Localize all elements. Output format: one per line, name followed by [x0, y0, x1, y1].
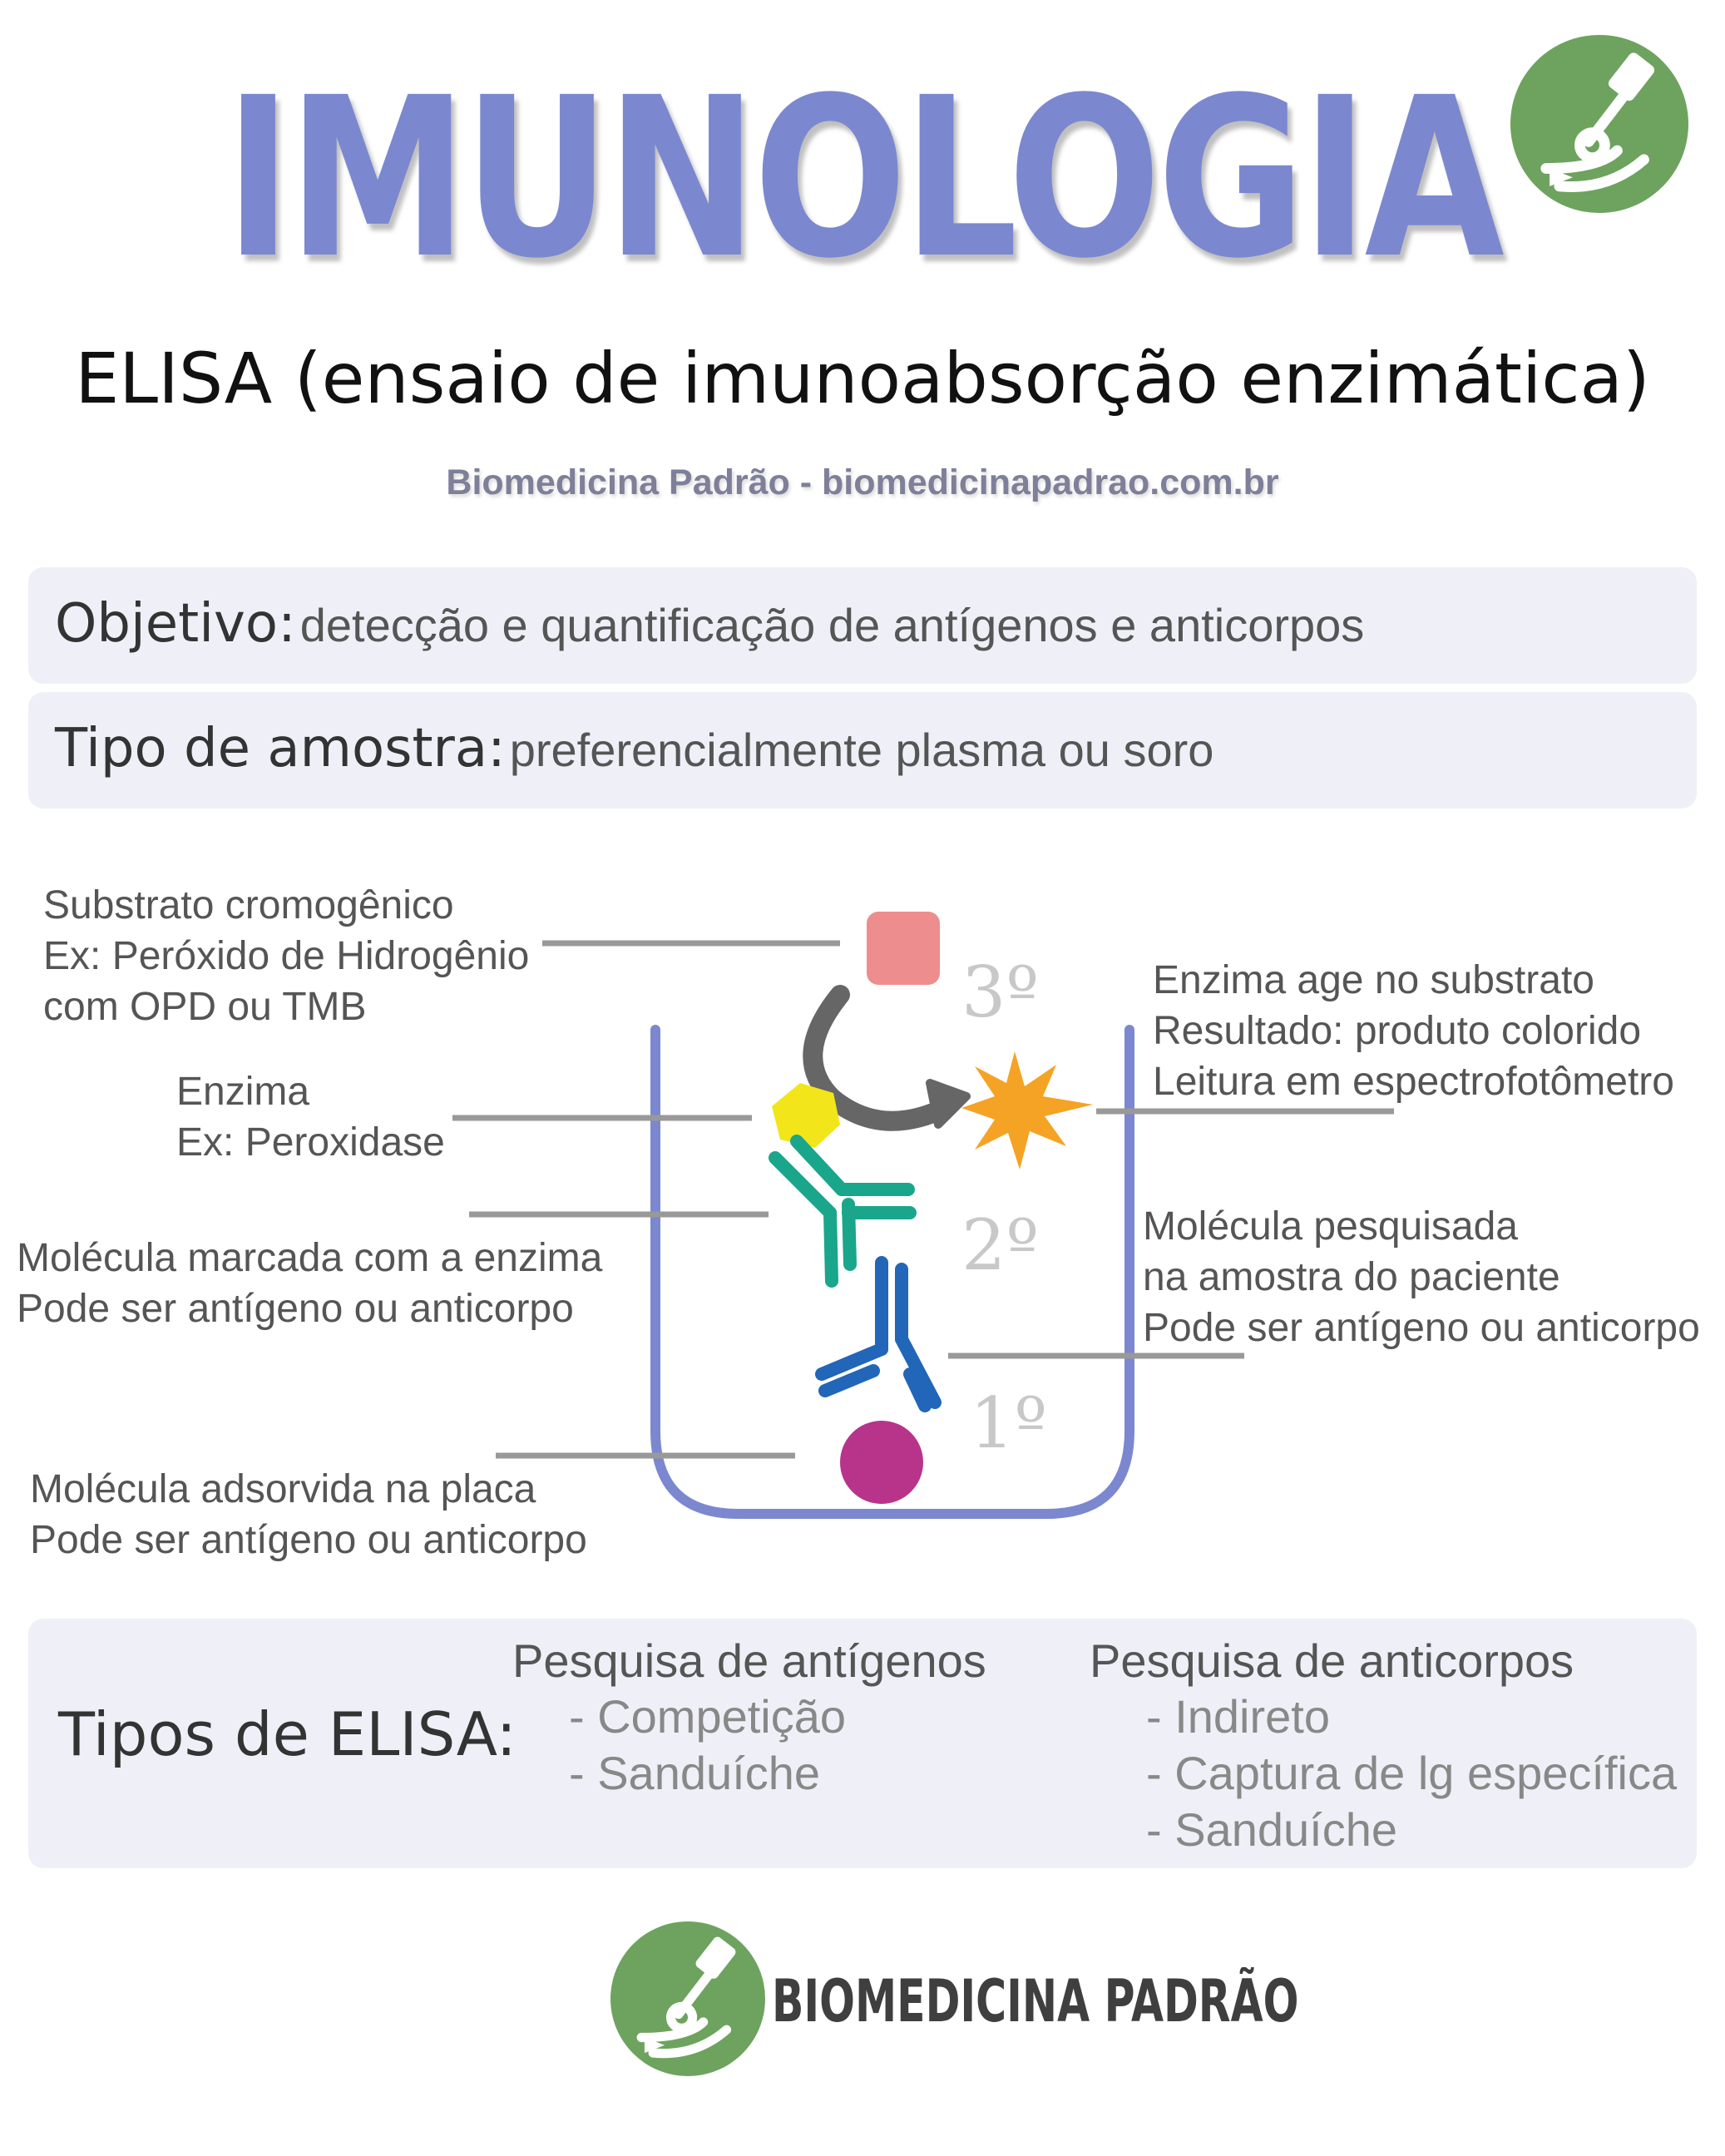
subtitle: ELISA (ensaio de imunoabsorção enzimática)	[75, 338, 1650, 419]
antigenos-column	[512, 1634, 986, 1802]
labeled-antibody	[775, 1141, 910, 1281]
adsorvida-line2: Pode ser antígeno ou anticorpo	[30, 1518, 587, 1562]
product-star	[961, 1051, 1093, 1169]
marcada-line2: Pode ser antígeno ou anticorpo	[17, 1287, 574, 1331]
marcada-line1: Molécula marcada com a enzima	[17, 1236, 603, 1280]
reacao-line2: Resultado: produto colorido	[1153, 1009, 1642, 1053]
adsorvida-line1: Molécula adsorvida na placa	[30, 1467, 536, 1511]
step-1-label: 1º	[970, 1382, 1047, 1464]
adsorbed-circle	[840, 1421, 923, 1504]
pesquisada-line2: na amostra do paciente	[1143, 1255, 1560, 1299]
step-2-label: 2º	[961, 1204, 1039, 1286]
antigenos-heading: Pesquisa de antígenos	[512, 1634, 986, 1687]
antigenos-item: - Competição	[569, 1690, 847, 1743]
step-3-label: 3º	[961, 952, 1039, 1033]
enzima-annotation	[176, 1066, 445, 1168]
substrato-line2: Ex: Peróxido de Hidrogênio	[43, 934, 530, 978]
reacao-annotation	[1153, 955, 1674, 1107]
sample-antibody	[822, 1263, 935, 1406]
amostra-label: Tipo de amostra:	[55, 718, 506, 779]
marcada-annotation	[17, 1233, 602, 1334]
antigenos-item: - Sanduíche	[569, 1747, 820, 1799]
anticorpos-column	[1090, 1634, 1677, 1858]
tipos-label: Tipos de ELISA:	[58, 1699, 517, 1769]
pesquisada-line1: Molécula pesquisada	[1143, 1204, 1518, 1249]
page-title: IMUNOLOGIA	[225, 51, 1500, 307]
objetivo-label: Objetivo:	[55, 593, 296, 655]
substrato-line1: Substrato cromogênico	[43, 883, 454, 927]
adsorvida-annotation	[30, 1464, 587, 1565]
reacao-line3: Leitura em espectrofotômetro	[1153, 1060, 1674, 1104]
substrate-square	[867, 912, 940, 985]
anticorpos-item: - Indireto	[1146, 1690, 1330, 1743]
footer-brand: BIOMEDICINA PADRÃO	[772, 1967, 1299, 2035]
pesquisada-line3: Pode ser antígeno ou anticorpo	[1143, 1306, 1700, 1350]
substrato-line3: com OPD ou TMB	[43, 985, 367, 1029]
substrato-annotation	[43, 880, 529, 1032]
enzyme-hexagon	[772, 1083, 840, 1148]
reacao-line1: Enzima age no substrato	[1153, 958, 1594, 1002]
anticorpos-heading: Pesquisa de anticorpos	[1090, 1634, 1574, 1687]
objetivo-value: detecção e quantificação de antígenos e anticorpos	[299, 599, 1365, 651]
enzima-line2: Ex: Peroxidase	[176, 1120, 445, 1165]
amostra-value: preferencialmente plasma ou soro	[509, 724, 1214, 776]
arrow-head	[930, 1083, 966, 1125]
credit-line: Biomedicina Padrão - biomedicinapadrao.com.br	[446, 462, 1279, 502]
enzima-line1: Enzima	[176, 1070, 310, 1114]
pesquisada-annotation	[1143, 1201, 1700, 1353]
anticorpos-item: - Sanduíche	[1146, 1803, 1397, 1856]
anticorpos-item: - Captura de lg específica	[1146, 1747, 1678, 1799]
microscope-icon	[610, 1921, 765, 2076]
